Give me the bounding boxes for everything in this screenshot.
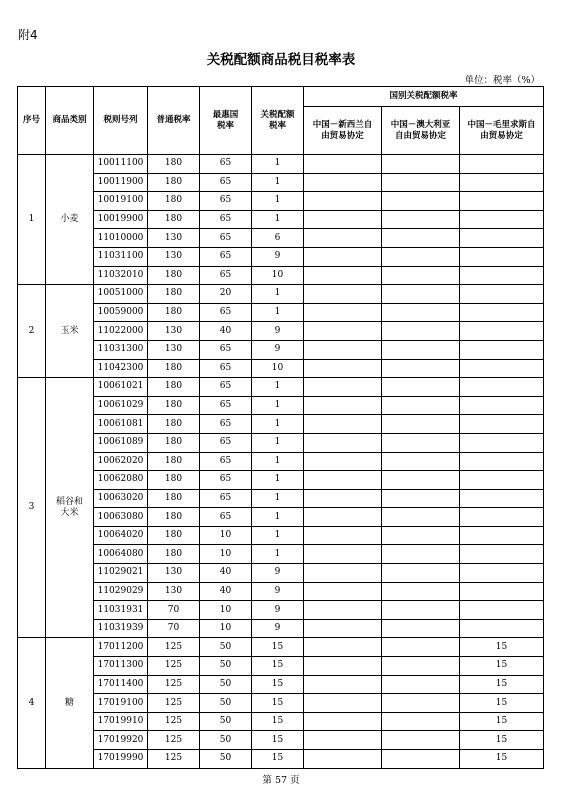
cell-quota: 1 — [252, 545, 304, 564]
cell-mu — [460, 526, 544, 545]
cell-mu — [460, 564, 544, 583]
cell-code: 17019100 — [94, 694, 148, 713]
cell-code: 10063080 — [94, 508, 148, 527]
cell-au — [382, 545, 460, 564]
cell-nz — [304, 731, 382, 750]
cell-general: 180 — [148, 415, 200, 434]
cell-nz — [304, 229, 382, 248]
cell-seq: 2 — [18, 285, 46, 378]
table-row — [18, 359, 544, 378]
cell-nz — [304, 508, 382, 527]
cell-code: 11031931 — [94, 601, 148, 620]
cell-mu — [460, 601, 544, 620]
cell-general: 125 — [148, 694, 200, 713]
cell-mu — [460, 433, 544, 452]
table-row — [18, 155, 544, 174]
table-row — [18, 526, 544, 545]
cell-au — [382, 266, 460, 285]
cell-nz — [304, 452, 382, 471]
cell-general: 180 — [148, 359, 200, 378]
header-country-quota: 国别关税配额税率 — [304, 87, 544, 107]
cell-nz — [304, 750, 382, 769]
cell-mfn: 65 — [200, 192, 252, 211]
cell-general: 180 — [148, 303, 200, 322]
cell-quota: 9 — [252, 247, 304, 266]
cell-au — [382, 396, 460, 415]
cell-general: 130 — [148, 564, 200, 583]
cell-general: 180 — [148, 155, 200, 174]
cell-seq: 1 — [18, 155, 46, 285]
cell-code: 10062080 — [94, 471, 148, 490]
cell-au — [382, 619, 460, 638]
cell-mfn: 65 — [200, 508, 252, 527]
cell-mfn: 65 — [200, 359, 252, 378]
cell-quota: 9 — [252, 564, 304, 583]
cell-mu — [460, 303, 544, 322]
cell-nz — [304, 378, 382, 397]
cell-mu — [460, 210, 544, 229]
cell-code: 10011900 — [94, 173, 148, 192]
cell-au — [382, 173, 460, 192]
cell-category: 糖 — [46, 638, 94, 768]
cell-code: 10062020 — [94, 452, 148, 471]
cell-mfn: 10 — [200, 545, 252, 564]
cell-general: 180 — [148, 452, 200, 471]
cell-nz — [304, 340, 382, 359]
table-row — [18, 545, 544, 564]
cell-code: 10019900 — [94, 210, 148, 229]
cell-mfn: 50 — [200, 750, 252, 769]
cell-mu — [460, 508, 544, 527]
cell-general: 180 — [148, 173, 200, 192]
cell-mfn: 65 — [200, 303, 252, 322]
cell-au — [382, 694, 460, 713]
table-row — [18, 378, 544, 397]
cell-nz — [304, 155, 382, 174]
cell-nz — [304, 433, 382, 452]
cell-mfn: 65 — [200, 471, 252, 490]
cell-mu — [460, 396, 544, 415]
cell-nz — [304, 489, 382, 508]
cell-code: 11042300 — [94, 359, 148, 378]
unit-label: 单位：税率（%） — [464, 75, 540, 86]
cell-mfn: 65 — [200, 396, 252, 415]
cell-quota: 1 — [252, 303, 304, 322]
cell-code: 10061089 — [94, 433, 148, 452]
cell-code: 10064080 — [94, 545, 148, 564]
cell-quota: 1 — [252, 285, 304, 304]
cell-general: 180 — [148, 192, 200, 211]
cell-seq: 3 — [18, 378, 46, 638]
cell-quota: 9 — [252, 619, 304, 638]
cell-quota: 10 — [252, 266, 304, 285]
table-row — [18, 396, 544, 415]
cell-mfn: 65 — [200, 489, 252, 508]
table-row — [18, 731, 544, 750]
cell-nz — [304, 247, 382, 266]
cell-mu — [460, 192, 544, 211]
cell-au — [382, 452, 460, 471]
table-row — [18, 266, 544, 285]
cell-mfn: 65 — [200, 433, 252, 452]
cell-code: 17019920 — [94, 731, 148, 750]
cell-quota: 10 — [252, 359, 304, 378]
cell-au — [382, 210, 460, 229]
table-row — [18, 694, 544, 713]
cell-general: 180 — [148, 378, 200, 397]
header-au-fta: 中国－澳大利亚自由贸易协定 — [382, 107, 460, 155]
cell-mfn: 20 — [200, 285, 252, 304]
cell-au — [382, 378, 460, 397]
table-row — [18, 564, 544, 583]
cell-nz — [304, 526, 382, 545]
cell-au — [382, 582, 460, 601]
cell-general: 180 — [148, 508, 200, 527]
cell-mfn: 65 — [200, 155, 252, 174]
cell-general: 70 — [148, 619, 200, 638]
cell-code: 10061021 — [94, 378, 148, 397]
cell-mu — [460, 229, 544, 248]
cell-mu: 15 — [460, 675, 544, 694]
cell-mu — [460, 247, 544, 266]
cell-code: 17011400 — [94, 675, 148, 694]
cell-nz — [304, 396, 382, 415]
cell-au — [382, 192, 460, 211]
cell-code: 10063020 — [94, 489, 148, 508]
cell-code: 11032010 — [94, 266, 148, 285]
cell-code: 11022000 — [94, 322, 148, 341]
cell-general: 180 — [148, 545, 200, 564]
cell-au — [382, 471, 460, 490]
cell-mfn: 40 — [200, 582, 252, 601]
cell-code: 11029029 — [94, 582, 148, 601]
cell-quota: 15 — [252, 694, 304, 713]
cell-au — [382, 415, 460, 434]
table-body — [18, 155, 544, 769]
cell-au — [382, 564, 460, 583]
cell-mfn: 65 — [200, 415, 252, 434]
cell-mu — [460, 340, 544, 359]
cell-mu — [460, 155, 544, 174]
cell-general: 130 — [148, 229, 200, 248]
cell-nz — [304, 601, 382, 620]
cell-nz — [304, 471, 382, 490]
cell-general: 125 — [148, 657, 200, 676]
cell-nz — [304, 564, 382, 583]
table-row — [18, 638, 544, 657]
tariff-table — [17, 86, 544, 769]
cell-quota: 1 — [252, 508, 304, 527]
cell-mu — [460, 285, 544, 304]
cell-seq: 4 — [18, 638, 46, 768]
cell-quota: 1 — [252, 433, 304, 452]
cell-code: 11010000 — [94, 229, 148, 248]
cell-mfn: 40 — [200, 564, 252, 583]
cell-nz — [304, 582, 382, 601]
cell-au — [382, 526, 460, 545]
cell-general: 130 — [148, 247, 200, 266]
cell-general: 180 — [148, 489, 200, 508]
cell-mfn: 65 — [200, 452, 252, 471]
cell-general: 180 — [148, 396, 200, 415]
cell-au — [382, 155, 460, 174]
cell-nz — [304, 545, 382, 564]
cell-quota: 9 — [252, 322, 304, 341]
cell-quota: 15 — [252, 657, 304, 676]
table-row — [18, 619, 544, 638]
cell-nz — [304, 285, 382, 304]
cell-au — [382, 322, 460, 341]
table-row — [18, 675, 544, 694]
header-general-rate: 普通税率 — [148, 87, 200, 155]
header-mfn-rate: 最惠国税率 — [200, 87, 252, 155]
cell-au — [382, 340, 460, 359]
cell-quota: 1 — [252, 396, 304, 415]
cell-nz — [304, 638, 382, 657]
cell-category: 小麦 — [46, 155, 94, 285]
cell-general: 125 — [148, 675, 200, 694]
header-nz-fta: 中国－新西兰自由贸易协定 — [304, 107, 382, 155]
cell-mu: 15 — [460, 657, 544, 676]
cell-quota: 15 — [252, 750, 304, 769]
cell-general: 180 — [148, 285, 200, 304]
cell-quota: 9 — [252, 582, 304, 601]
cell-quota: 9 — [252, 601, 304, 620]
table-row — [18, 712, 544, 731]
header-quota-rate: 关税配额税率 — [252, 87, 304, 155]
cell-mfn: 65 — [200, 173, 252, 192]
table-row — [18, 173, 544, 192]
cell-mu — [460, 415, 544, 434]
cell-code: 11031300 — [94, 340, 148, 359]
cell-mu — [460, 452, 544, 471]
cell-mu — [460, 359, 544, 378]
table-row — [18, 508, 544, 527]
cell-nz — [304, 266, 382, 285]
cell-mfn: 65 — [200, 229, 252, 248]
cell-mu — [460, 471, 544, 490]
cell-code: 10019100 — [94, 192, 148, 211]
cell-mu: 15 — [460, 712, 544, 731]
cell-quota: 15 — [252, 638, 304, 657]
cell-general: 70 — [148, 601, 200, 620]
cell-mu — [460, 582, 544, 601]
cell-code: 17019990 — [94, 750, 148, 769]
cell-quota: 15 — [252, 675, 304, 694]
cell-au — [382, 229, 460, 248]
cell-mu — [460, 173, 544, 192]
table-row — [18, 750, 544, 769]
cell-nz — [304, 694, 382, 713]
cell-general: 125 — [148, 712, 200, 731]
cell-code: 10011100 — [94, 155, 148, 174]
cell-mu — [460, 322, 544, 341]
table-row — [18, 433, 544, 452]
cell-mfn: 40 — [200, 322, 252, 341]
cell-mu: 15 — [460, 731, 544, 750]
cell-code: 10061081 — [94, 415, 148, 434]
cell-au — [382, 675, 460, 694]
annex-label: 附4 — [18, 28, 38, 42]
cell-quota: 1 — [252, 173, 304, 192]
cell-au — [382, 303, 460, 322]
cell-mfn: 50 — [200, 657, 252, 676]
cell-nz — [304, 303, 382, 322]
cell-quota: 1 — [252, 471, 304, 490]
cell-mfn: 50 — [200, 638, 252, 657]
cell-code: 10064020 — [94, 526, 148, 545]
cell-mfn: 50 — [200, 694, 252, 713]
cell-nz — [304, 322, 382, 341]
table-row — [18, 247, 544, 266]
cell-nz — [304, 675, 382, 694]
cell-nz — [304, 415, 382, 434]
cell-general: 130 — [148, 582, 200, 601]
cell-mfn: 10 — [200, 601, 252, 620]
cell-quota: 9 — [252, 340, 304, 359]
cell-code: 11029021 — [94, 564, 148, 583]
cell-mu — [460, 266, 544, 285]
cell-code: 11031100 — [94, 247, 148, 266]
header-mu-fta: 中国－毛里求斯自由贸易协定 — [460, 107, 544, 155]
cell-general: 180 — [148, 210, 200, 229]
table-row — [18, 285, 544, 304]
cell-nz — [304, 210, 382, 229]
cell-au — [382, 638, 460, 657]
table-row — [18, 322, 544, 341]
cell-mfn: 65 — [200, 266, 252, 285]
page-title: 关税配额商品税目税率表 — [206, 52, 356, 68]
cell-au — [382, 433, 460, 452]
cell-quota: 1 — [252, 378, 304, 397]
cell-general: 130 — [148, 322, 200, 341]
cell-mu — [460, 489, 544, 508]
cell-nz — [304, 173, 382, 192]
page-number: 第 57 页 — [262, 775, 300, 786]
cell-au — [382, 712, 460, 731]
cell-mfn: 50 — [200, 731, 252, 750]
cell-category: 玉米 — [46, 285, 94, 378]
cell-quota: 1 — [252, 155, 304, 174]
cell-au — [382, 508, 460, 527]
cell-general: 180 — [148, 526, 200, 545]
table-row — [18, 303, 544, 322]
table-row — [18, 340, 544, 359]
cell-general: 180 — [148, 266, 200, 285]
cell-nz — [304, 657, 382, 676]
cell-nz — [304, 712, 382, 731]
cell-general: 125 — [148, 750, 200, 769]
cell-quota: 15 — [252, 712, 304, 731]
cell-mfn: 10 — [200, 526, 252, 545]
cell-general: 125 — [148, 731, 200, 750]
cell-au — [382, 489, 460, 508]
header-category: 商品类别 — [46, 87, 94, 155]
table-row — [18, 229, 544, 248]
cell-au — [382, 750, 460, 769]
table-row — [18, 601, 544, 620]
cell-quota: 1 — [252, 526, 304, 545]
cell-code: 17019910 — [94, 712, 148, 731]
cell-quota: 1 — [252, 489, 304, 508]
cell-quota: 1 — [252, 210, 304, 229]
cell-general: 180 — [148, 471, 200, 490]
cell-quota: 1 — [252, 452, 304, 471]
header-seq: 序号 — [18, 87, 46, 155]
table-row — [18, 657, 544, 676]
cell-nz — [304, 619, 382, 638]
table-row — [18, 452, 544, 471]
cell-general: 180 — [148, 433, 200, 452]
cell-category: 稻谷和大米 — [46, 378, 94, 638]
cell-mu — [460, 619, 544, 638]
cell-mfn: 65 — [200, 210, 252, 229]
cell-mu: 15 — [460, 638, 544, 657]
cell-mu — [460, 545, 544, 564]
cell-mfn: 10 — [200, 619, 252, 638]
table-row — [18, 192, 544, 211]
cell-code: 10059000 — [94, 303, 148, 322]
cell-nz — [304, 359, 382, 378]
cell-mu: 15 — [460, 750, 544, 769]
cell-mfn: 65 — [200, 378, 252, 397]
cell-au — [382, 657, 460, 676]
cell-code: 10051000 — [94, 285, 148, 304]
cell-code: 11031939 — [94, 619, 148, 638]
table-row — [18, 489, 544, 508]
cell-general: 125 — [148, 638, 200, 657]
table-row — [18, 210, 544, 229]
cell-code: 17011300 — [94, 657, 148, 676]
cell-quota: 15 — [252, 731, 304, 750]
cell-au — [382, 601, 460, 620]
cell-code: 17011200 — [94, 638, 148, 657]
cell-au — [382, 359, 460, 378]
cell-quota: 1 — [252, 192, 304, 211]
table-row — [18, 415, 544, 434]
cell-mfn: 50 — [200, 712, 252, 731]
cell-mu — [460, 378, 544, 397]
cell-mu: 15 — [460, 694, 544, 713]
table-row — [18, 582, 544, 601]
cell-quota: 1 — [252, 415, 304, 434]
cell-mfn: 50 — [200, 675, 252, 694]
cell-au — [382, 247, 460, 266]
cell-general: 130 — [148, 340, 200, 359]
cell-mfn: 65 — [200, 340, 252, 359]
cell-au — [382, 285, 460, 304]
cell-quota: 6 — [252, 229, 304, 248]
cell-au — [382, 731, 460, 750]
header-code: 税则号列 — [94, 87, 148, 155]
cell-nz — [304, 192, 382, 211]
cell-code: 10061029 — [94, 396, 148, 415]
table-row — [18, 471, 544, 490]
cell-mfn: 65 — [200, 247, 252, 266]
